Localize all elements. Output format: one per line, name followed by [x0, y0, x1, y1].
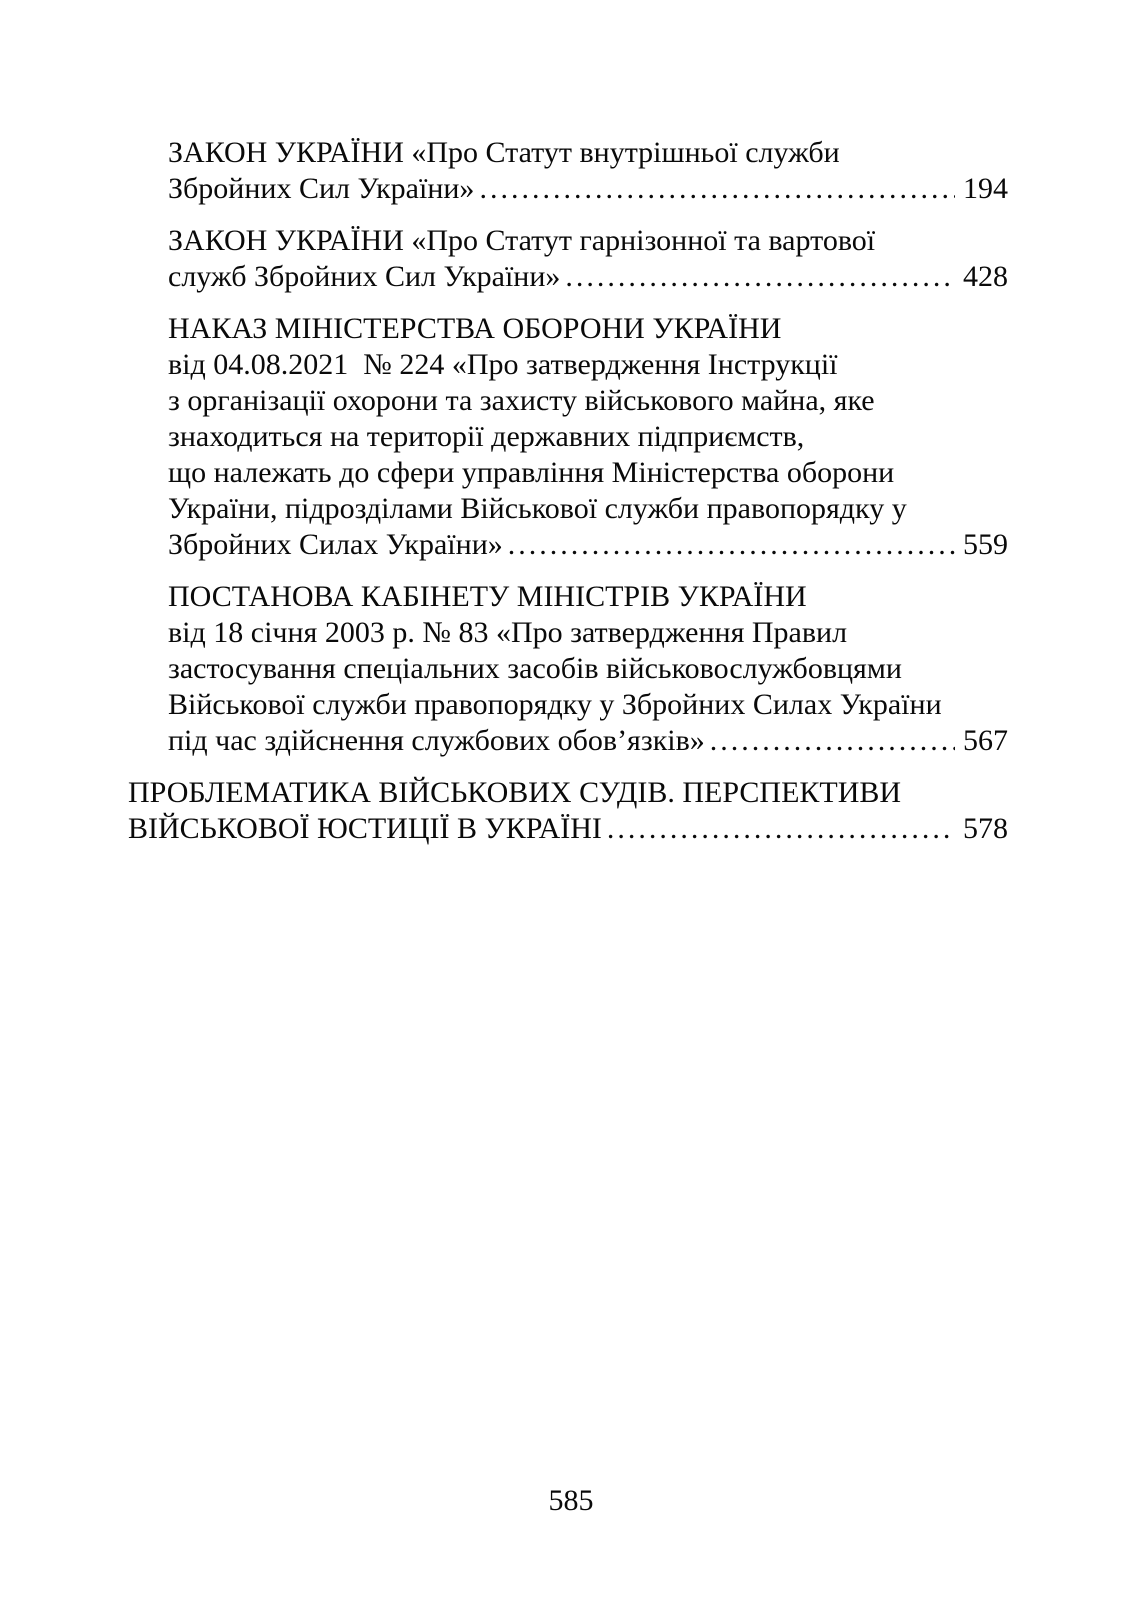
- toc-entry-page-number: 428: [963, 260, 1008, 293]
- dot-leader: [710, 723, 955, 759]
- toc-entry: [128, 311, 1008, 563]
- footer-page-number: 585: [548, 1484, 594, 1517]
- toc-entry-page-number: 194: [963, 172, 1008, 205]
- toc-entry-line: ПРОБЛЕМАТИКА ВІЙСЬКОВИХ СУДІВ. ПЕРСПЕКТИВИ: [128, 776, 902, 809]
- toc-entry-line: НАКАЗ МІНІСТЕРСТВА ОБОРОНИ УКРАЇНИ: [168, 312, 782, 345]
- toc-entry: [128, 223, 1008, 295]
- toc-entry-page-number: 578: [963, 812, 1008, 845]
- dot-leader: [565, 259, 955, 295]
- toc-entry-line: від 04.08.2021 № 224 «Про затвердження Інструкції: [168, 348, 838, 381]
- dot-leader: [479, 171, 955, 207]
- toc-entry-line: Військової служби правопорядку у Збройних Силах України: [168, 688, 942, 721]
- toc-entry-title-end: Збройних Сил України»: [168, 172, 475, 205]
- toc-entry-title-end: служб Збройних Сил України»: [168, 260, 561, 293]
- dot-leader: [508, 527, 955, 563]
- toc-entry-line: ПОСТАНОВА КАБІНЕТУ МІНІСТРІВ УКРАЇНИ: [168, 580, 807, 613]
- toc-entry-title-end: ВІЙСЬКОВОЇ ЮСТИЦІЇ В УКРАЇНІ: [128, 812, 602, 845]
- toc-entry-page-number: 567: [963, 724, 1008, 757]
- toc-entry-line: застосування спеціальних засобів військовослужбовцями: [168, 652, 902, 685]
- toc-list: [128, 135, 1008, 863]
- toc-entry-line: що належать до сфери управління Міністерства оборони: [168, 456, 895, 489]
- dot-leader: [607, 811, 955, 847]
- toc-entry-lastline: [128, 811, 1008, 847]
- toc-entry-line: знаходиться на території державних підприємств,: [168, 420, 805, 453]
- toc-entry-title-end: Збройних Силах України»: [168, 528, 503, 561]
- toc-entry: [128, 775, 1008, 847]
- toc-entry-lastline: [168, 723, 1008, 759]
- toc-entry-line: ЗАКОН УКРАЇНИ «Про Статут гарнізонної та вартової: [168, 224, 876, 257]
- toc-entry: [128, 135, 1008, 207]
- toc-entry-line: від 18 січня 2003 р. № 83 «Про затвердження Правил: [168, 616, 848, 649]
- toc-entry-lastline: [168, 259, 1008, 295]
- toc-entry-lastline: [168, 527, 1008, 563]
- toc-entry-line: України, підрозділами Військової служби правопорядку у: [168, 492, 907, 525]
- toc-entry: [128, 579, 1008, 759]
- toc-entry-line: з організації охорони та захисту військового майна, яке: [168, 384, 875, 417]
- toc-entry-line: ЗАКОН УКРАЇНИ «Про Статут внутрішньої служби: [168, 136, 840, 169]
- toc-entry-title-end: під час здійснення службових обов’язків»: [168, 724, 705, 757]
- toc-entry-page-number: 559: [963, 528, 1008, 561]
- toc-entry-lastline: [168, 171, 1008, 207]
